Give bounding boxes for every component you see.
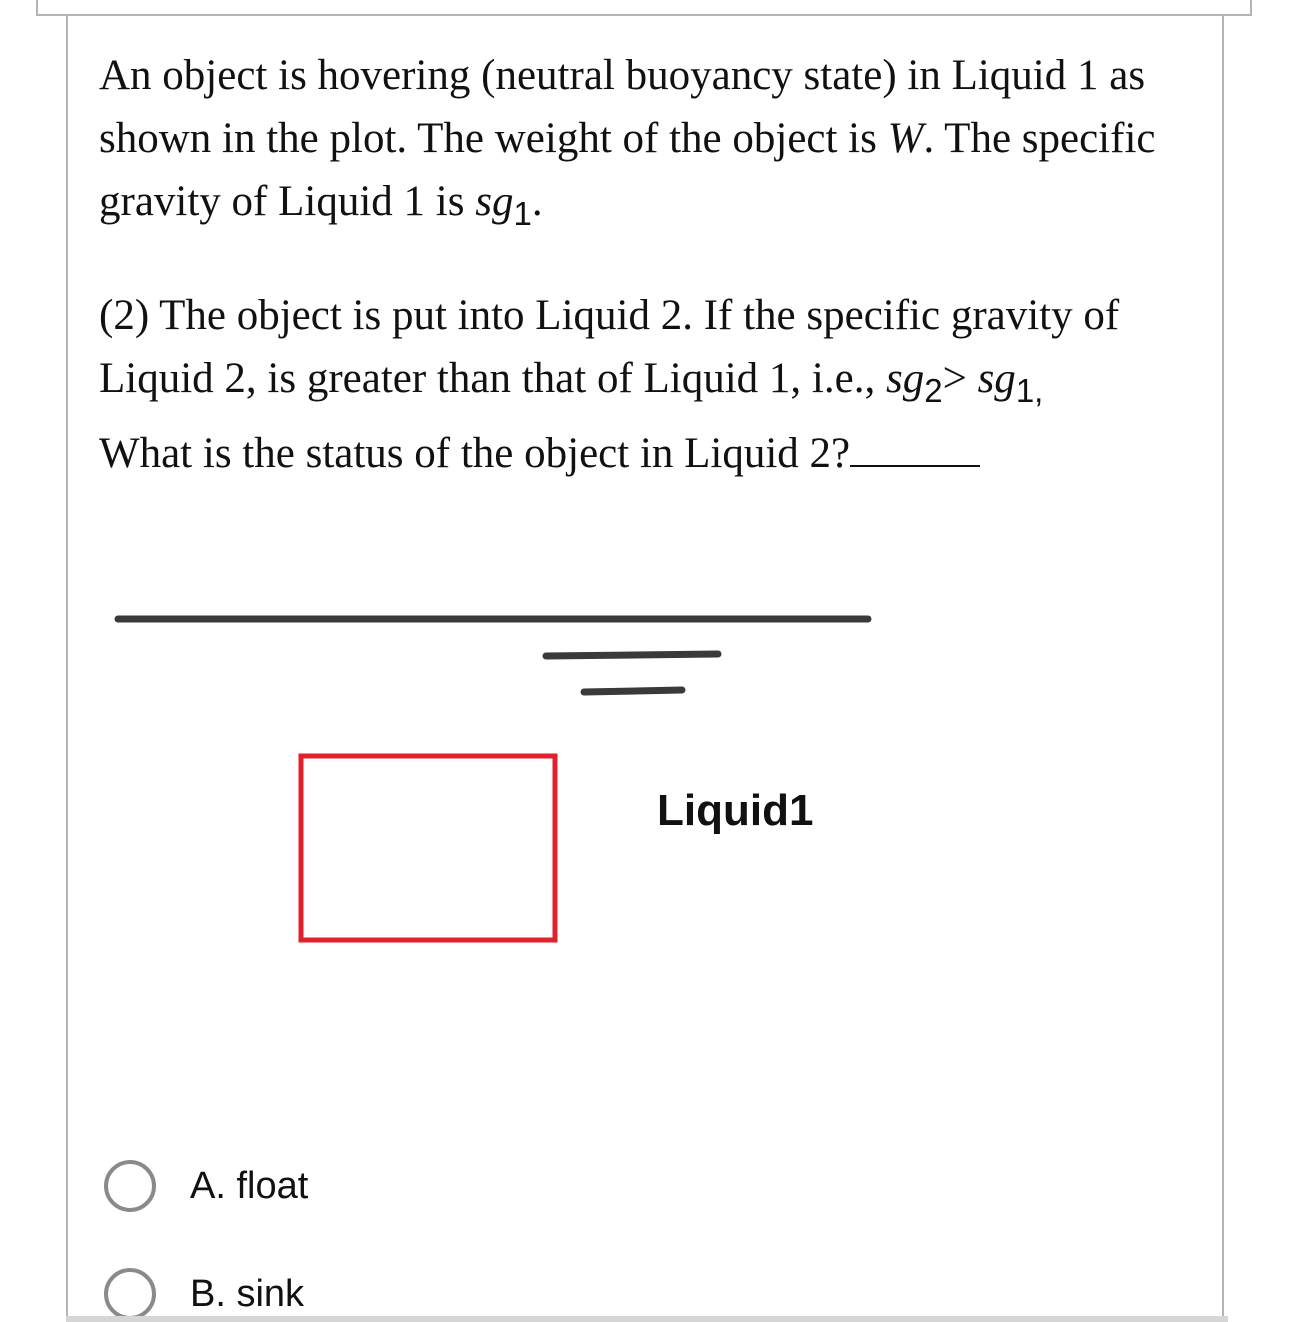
liquid-label: Liquid1 <box>657 786 814 835</box>
question-part2 <box>99 284 1199 412</box>
option-a[interactable] <box>104 1160 308 1212</box>
part2-text: (2) The object is put into Liquid 2. If the specific gravity of Liquid 2, is greater than that of Liquid 1, i.e., <box>99 292 1120 402</box>
answer-blank <box>850 429 980 467</box>
option-a-label: A. float <box>190 1164 309 1207</box>
sg1-symbol: sg <box>475 178 514 225</box>
option-b-label: B. sink <box>190 1272 305 1315</box>
weight-symbol: W <box>887 115 924 162</box>
question-intro <box>99 44 1199 235</box>
sg2-symbol: sg <box>885 355 925 402</box>
prompt-text: What is the status of the object in Liquid 2? <box>99 430 851 477</box>
sg2-subscript: 2 <box>924 372 943 409</box>
question-prompt <box>99 422 1199 485</box>
intro-text-1: An object is hovering (neutral buoyancy state) in Liquid 1 as shown in the plot. The weight of the object is <box>99 52 1146 162</box>
intro-text-2: . The specific gravity of Liquid 1 is <box>99 115 1156 225</box>
greater-than-sign: > <box>942 355 978 402</box>
sg1b-subscript: 1, <box>1015 372 1044 409</box>
card-bottom-edge <box>66 1316 1228 1322</box>
intro-end: . <box>531 178 543 225</box>
sg1b-symbol: sg <box>977 355 1016 402</box>
card-top-frame <box>36 0 1252 16</box>
option-b-radio[interactable] <box>104 1268 156 1320</box>
option-b[interactable] <box>104 1268 304 1320</box>
sg1-subscript: 1 <box>513 195 532 232</box>
option-a-radio[interactable] <box>104 1160 156 1212</box>
